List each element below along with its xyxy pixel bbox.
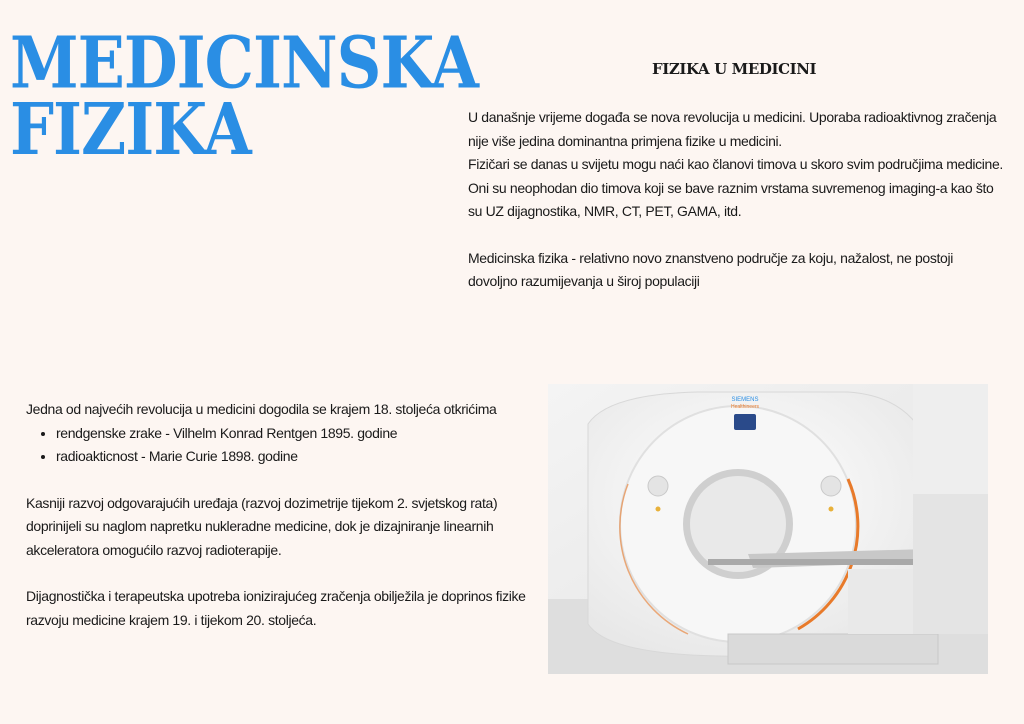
brand-text: SIEMENS <box>731 397 759 403</box>
discovery-list <box>26 422 526 469</box>
page-title <box>10 20 478 172</box>
title-line-2: FIZIKA <box>10 87 251 172</box>
brand-subtext: Healthineers <box>730 404 760 410</box>
history-paragraph-3: Dijagnostička i terapeutska upotreba ionizirajućeg zračenja obilježila je doprinos fizike razvoju medicine krajem 19. i tijekom 20. stoljeća. <box>26 588 526 628</box>
list-item: • radioakticnost - Marie Curie 1898. godine <box>56 445 526 469</box>
title-line-1: MEDICINSKA <box>10 20 478 105</box>
intro-paragraph-2: Medicinska fizika - relativno novo znanstveno područje za koju, nažalost, ne postoji dovoljno razumijevanja u široj populaciji <box>468 249 953 289</box>
intro-paragraph-1b: Fizičari se danas u svijetu mogu naći kao članovi timova u skoro svim područjima medicine. Oni su neophodan dio timova koji se bave raznim vrstama suvremenog imaging-a kao što su UZ dijagnostika, NMR, CT, PET, GAMA, itd. <box>468 156 1003 219</box>
ct-scanner-illustration <box>548 384 988 674</box>
ct-scanner-image <box>548 384 988 674</box>
intro-paragraph-1a: U današnje vrijeme događa se nova revolucija u medicini. Uporaba radioaktivnog zračenja nije više jedina dominantna primjena fizike u medicini. <box>468 109 997 149</box>
section-subtitle: FIZIKA U MEDICINI <box>652 60 817 78</box>
list-item: • rendgenske zrake - Vilhelm Konrad Rentgen 1895. godine <box>56 422 526 446</box>
intro-text <box>468 106 1003 294</box>
history-paragraph-2: Kasniji razvoj odgovarajućih uređaja (razvoj dozimetrije tijekom 2. svjetskog rata) doprinijeli su naglom napretku nukleradne medicine, dok je dizajniranje linearnih akceleratora omogućilo razvoj radioterapije. <box>26 494 498 558</box>
history-text <box>26 398 526 632</box>
history-lead: Jedna od najvećih revolucija u medicini dogodila se krajem 18. stoljeća otkrićima <box>26 401 497 417</box>
